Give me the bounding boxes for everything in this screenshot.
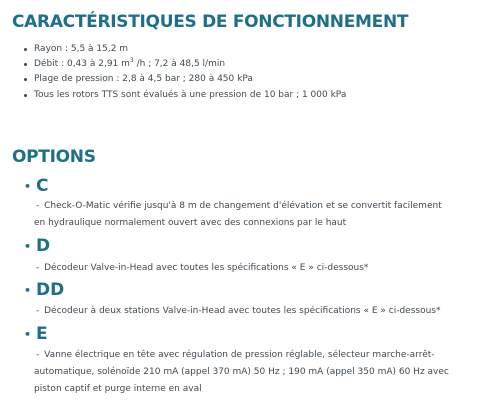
option-heading-e bbox=[24, 324, 48, 346]
bullet-icon: • bbox=[24, 328, 32, 341]
bullet-icon: • bbox=[24, 284, 32, 297]
characteristics-title: CARACTÉRISTIQUES DE FONCTIONNEMENT bbox=[12, 12, 409, 32]
dash-glyph: - bbox=[36, 306, 40, 316]
flow-exponent: 3 bbox=[129, 57, 134, 65]
rating-text: Tous les rotors TTS sont évalués à une pression de 10 bar ; 1 000 kPa bbox=[34, 89, 347, 100]
option-description-dd-text: Décodeur à deux stations Valve-in-Head avec toutes les spécifications « E » ci-dessous* bbox=[44, 306, 441, 316]
dash-glyph: - bbox=[36, 201, 40, 211]
dash-glyph: - bbox=[36, 263, 40, 273]
option-code-e: E bbox=[36, 324, 48, 344]
option-description-e-text: Vanne électrique en tête avec régulation de pression réglable, sélecteur marche-arrêt-automatique, solénoïde 210 mA (appel 370 mA) 50 Hz ; 190 mA (appel 350 mA) 60 Hz avec piston captif et purge interne en aval bbox=[34, 350, 449, 394]
list-item-radius bbox=[24, 42, 346, 57]
pressure-range-text: Plage de pression : 2,8 à 4,5 bar ; 280 à 450 kPa bbox=[34, 74, 253, 85]
radius-text: Rayon : 5,5 à 15,2 m bbox=[34, 44, 129, 54]
options-title: OPTIONS bbox=[12, 147, 96, 167]
option-description-e bbox=[34, 347, 454, 398]
option-heading-c bbox=[24, 176, 49, 198]
characteristics-list bbox=[24, 42, 346, 103]
option-code-c: C bbox=[36, 176, 49, 196]
option-code-d: D bbox=[36, 236, 51, 256]
list-item-rating bbox=[24, 88, 346, 103]
option-code-dd: DD bbox=[36, 280, 65, 300]
flow-text-after: /h ; 7,2 à 48,5 l/min bbox=[133, 59, 226, 70]
list-item-pressure-range bbox=[24, 72, 346, 87]
option-description-d bbox=[34, 260, 454, 277]
option-description-d-text: Décodeur Valve-in-Head avec toutes les spécifications « E » ci-dessous* bbox=[44, 263, 369, 273]
flow-text-before: Débit : 0,43 à 2,91 m bbox=[34, 59, 130, 70]
bullet-icon: • bbox=[24, 240, 32, 253]
option-heading-dd bbox=[24, 280, 64, 302]
option-description-c bbox=[34, 198, 454, 232]
option-heading-d bbox=[24, 236, 50, 258]
option-description-c-text: Check-O-Matic vérifie jusqu'à 8 m de changement d'élévation et se convertit facilement en hydraulique normalement ouvert avec des connexions par le haut bbox=[34, 201, 442, 228]
list-item-flow bbox=[24, 57, 346, 72]
option-description-dd bbox=[34, 303, 454, 320]
dash-glyph: - bbox=[36, 350, 40, 360]
bullet-icon: • bbox=[24, 180, 32, 193]
